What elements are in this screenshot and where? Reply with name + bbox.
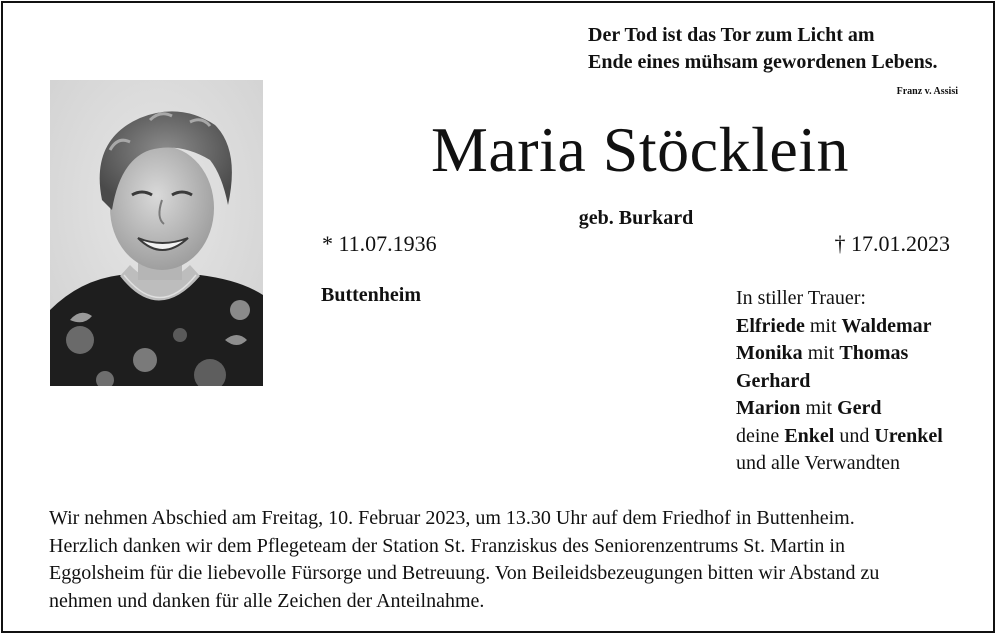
death-date: † 17.01.2023 [834,231,950,256]
funeral-notice-text [49,505,979,615]
notice-line: Eggolsheim für die liebevolle Fürsorge und Betreuung. Von Beileidsbezeugungen bitten wir Abstand zu [49,562,880,584]
mourner-name: Gerhard [736,369,811,392]
mourners-list [736,285,943,478]
mourner-name: Thomas [839,342,909,364]
quote-line-1: Der Tod ist das Tor zum Licht am [588,24,875,46]
mourner-name: Urenkel [874,424,943,447]
mourner-line [736,423,943,451]
mourner-connector: und alle Verwandten [736,452,901,474]
mourner-connector: mit [802,342,840,364]
epigraph-quote [588,22,988,76]
quote-author: Franz v. Assisi [896,86,958,97]
mourner-line [736,450,943,478]
mourner-connector: und [834,424,875,447]
mourner-name: Marion [736,397,801,419]
mourner-name: Gerd [837,397,882,419]
mourner-line [736,340,943,368]
birth-date: * 11.07.1936 [322,231,437,256]
mourner-line [736,313,943,341]
mourner-name: Monika [736,342,803,364]
maiden-name: geb. Burkard [578,207,694,229]
mourner-line [736,368,943,396]
notice-line: Herzlich danken wir dem Pflegeteam der Station St. Franziskus des Seniorenzentrums St. Martin in [49,534,845,557]
portrait-photo [50,80,263,386]
notice-line: nehmen und danken für alle Zeichen der Anteilnahme. [49,589,485,612]
mourners-intro: In stiller Trauer: [736,287,866,309]
deceased-name: Maria Stöcklein [430,114,850,185]
mourner-name: Elfriede [736,314,805,337]
residence-place: Buttenheim [321,284,421,306]
mourner-connector: deine [736,424,785,447]
mourner-line [736,395,943,423]
mourner-connector: mit [800,397,838,419]
quote-line-2: Ende eines mühsam gewordenen Lebens. [588,51,938,73]
mourner-name: Enkel [784,424,835,447]
mourner-connector: mit [804,314,842,337]
notice-line: Wir nehmen Abschied am Freitag, 10. Februar 2023, um 13.30 Uhr auf dem Friedhof in Buttenheim. [49,507,855,529]
mourner-name: Waldemar [841,314,932,337]
